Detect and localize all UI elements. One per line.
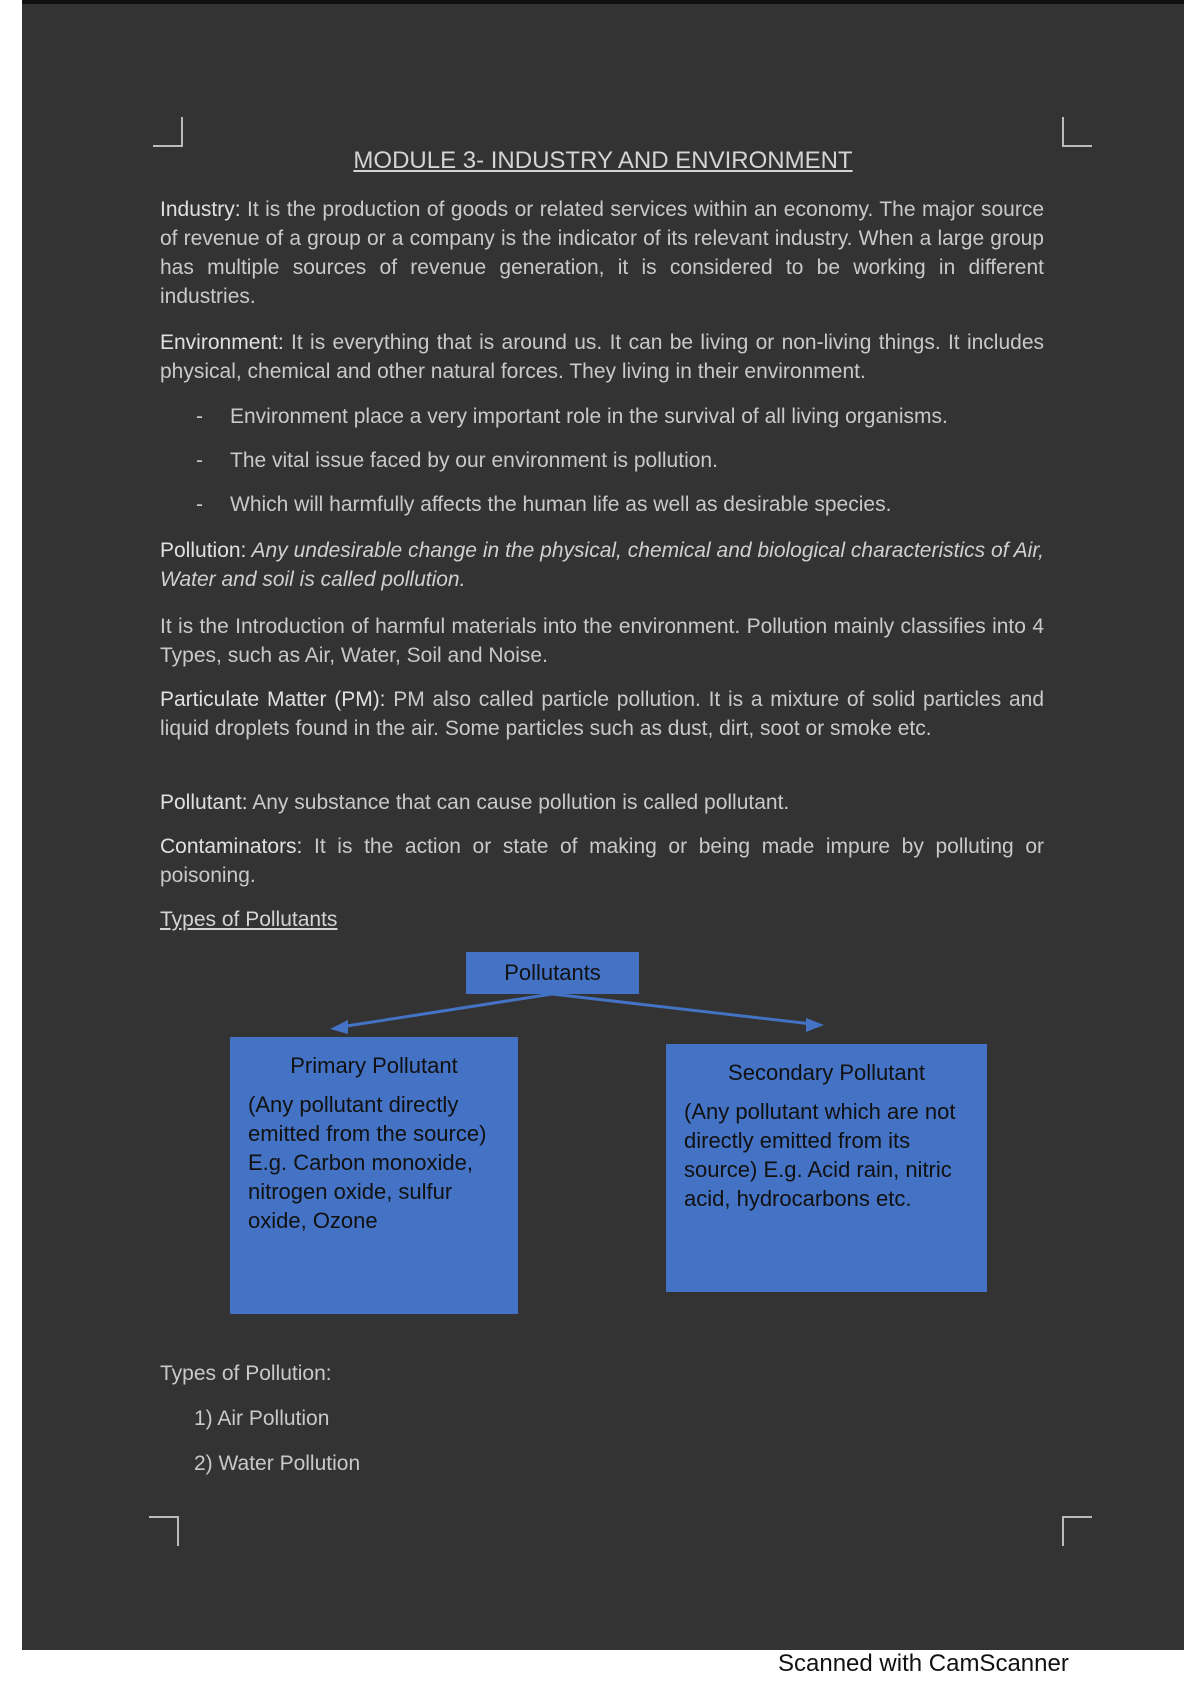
document-page: [22, 0, 1184, 1650]
page-title: MODULE 3- INDUSTRY AND ENVIRONMENT: [353, 147, 853, 174]
pollutant-term: Pollutant:: [160, 791, 248, 814]
arrow-right-head: [806, 1018, 824, 1032]
types-of-pollutants-heading: Types of Pollutants: [160, 908, 338, 931]
pollution-term: Pollution:: [160, 539, 247, 562]
primary-pollutant-title: Primary Pollutant: [290, 1053, 458, 1078]
bullet-item: - Environment place a very important role in the survival of all living organisms.: [196, 405, 948, 428]
primary-pollutant-body: (Any pollutant directly emitted from the source) E.g. Carbon monoxide, nitrogen oxide, sulfur oxide, Ozone: [248, 1092, 487, 1233]
industry-term: Industry:: [160, 198, 241, 221]
bullet-item: - Which will harmfully affects the human life as well as desirable species.: [196, 493, 892, 516]
types-of-pollution-heading: Types of Pollution:: [160, 1362, 332, 1385]
pollution-type-item: 1) Air Pollution: [194, 1407, 330, 1430]
industry-text: It is the production of goods or related services within an economy. The major source of revenue of a group or a company is the indicator of its relevant industry. When a large group has multiple sources of revenue generation, it is considered to be working in different industries.: [160, 198, 1044, 308]
types-of-pollution: [160, 1359, 1044, 1494]
contaminators-term: Contaminators:: [160, 835, 303, 858]
secondary-pollutant-title: Secondary Pollutant: [728, 1060, 925, 1085]
secondary-pollutant-box: [666, 1044, 987, 1292]
bullet-item: - The vital issue faced by our environment is pollution.: [196, 449, 718, 472]
pollution-type-item: 2) Water Pollution: [194, 1452, 361, 1475]
pollution-text: It is the Introduction of harmful materials into the environment. Pollution mainly classifies into 4 Types, such as Air, Water, Soil and Noise.: [160, 615, 1044, 667]
pollutants-root-box: Pollutants: [466, 952, 639, 994]
pollutant-text: Any substance that can cause pollution is called pollutant.: [247, 791, 790, 814]
arrow-left-head: [330, 1020, 348, 1034]
pm-term: Particulate Matter (PM):: [160, 688, 386, 711]
scanner-watermark: Scanned with CamScanner: [778, 1650, 1069, 1677]
environment-term: Environment:: [160, 331, 284, 354]
environment-text: It is everything that is around us. It can be living or non-living things. It includes physical, chemical and other natural forces. They living in their environment.: [160, 331, 1044, 383]
pm-text: PM also called particle pollution. It is a mixture of solid particles and liquid droplets found in the air. Some particles such as dust, dirt, soot or smoke etc.: [160, 688, 1044, 740]
pollution-definition-text: Any undesirable change in the physical, chemical and biological characteristics of Air, Water and soil is called pollution.: [160, 539, 1044, 591]
primary-pollutant-box: [230, 1037, 518, 1314]
contaminators-text: It is the action or state of making or being made impure by polluting or poisoning.: [160, 835, 1044, 887]
secondary-pollutant-body: (Any pollutant which are not directly emitted from its source) E.g. Acid rain, nitric acid, hydrocarbons etc.: [684, 1099, 956, 1211]
